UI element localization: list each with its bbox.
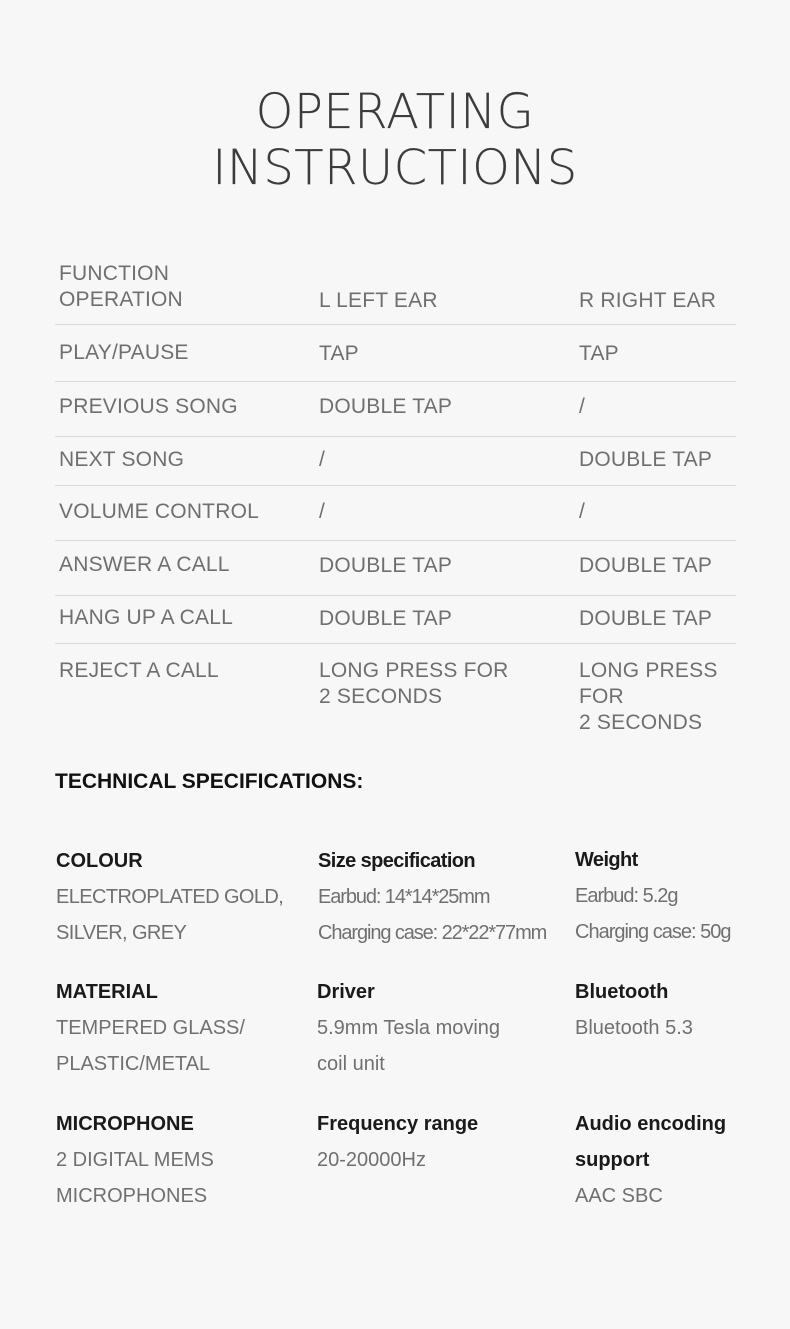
spec-label: Driver bbox=[317, 981, 375, 1003]
row-function: PLAY/PAUSE bbox=[59, 341, 189, 364]
table-row bbox=[55, 437, 736, 486]
spec-value: Earbud: 14*14*25mm Charging case: 22*22*77mm bbox=[318, 886, 547, 944]
header-left-ear: L LEFT EAR bbox=[319, 289, 438, 312]
row-left: TAP bbox=[319, 342, 359, 365]
row-right: DOUBLE TAP bbox=[579, 554, 713, 577]
spec-value: ELECTROPLATED GOLD, SILVER, GREY bbox=[56, 886, 284, 944]
spec-value: 5.9mm Tesla moving coil unit bbox=[317, 1017, 501, 1075]
table-row bbox=[55, 541, 736, 596]
spec-value: 2 DIGITAL MEMS MICROPHONES bbox=[56, 1149, 214, 1207]
row-left: DOUBLE TAP bbox=[319, 607, 453, 630]
row-function: HANG UP A CALL bbox=[59, 606, 233, 629]
spec-label: MATERIAL bbox=[56, 981, 158, 1003]
spec-value: 20-20000Hz bbox=[317, 1149, 426, 1171]
table-row bbox=[55, 382, 736, 437]
page-title bbox=[0, 84, 790, 196]
spec-label: COLOUR bbox=[56, 850, 143, 872]
spec-material bbox=[56, 974, 306, 1082]
table-row bbox=[55, 325, 736, 382]
row-left: DOUBLE TAP bbox=[319, 554, 453, 577]
row-function: REJECT A CALL bbox=[59, 659, 219, 682]
spec-label: Size specification bbox=[318, 850, 476, 872]
row-right: LONG PRESS FOR 2 SECONDS bbox=[579, 659, 718, 734]
header-function: FUNCTION OPERATION bbox=[59, 262, 183, 311]
title-line-1: OPERATING bbox=[255, 84, 535, 140]
title-line-2: INSTRUCTIONS bbox=[212, 140, 578, 196]
spec-label: Bluetooth bbox=[575, 981, 669, 1003]
row-function: PREVIOUS SONG bbox=[59, 395, 238, 418]
operation-table bbox=[55, 255, 736, 734]
spec-label: Weight bbox=[575, 849, 638, 871]
row-left: LONG PRESS FOR 2 SECONDS bbox=[319, 659, 509, 708]
spec-bluetooth bbox=[575, 974, 775, 1046]
row-right: / bbox=[579, 500, 586, 523]
spec-label: MICROPHONE bbox=[56, 1113, 194, 1135]
spec-label: Frequency range bbox=[317, 1113, 479, 1135]
row-right: DOUBLE TAP bbox=[579, 607, 713, 630]
row-left: / bbox=[319, 500, 326, 523]
row-function: VOLUME CONTROL bbox=[59, 500, 259, 523]
spec-frequency bbox=[317, 1106, 567, 1178]
spec-value: TEMPERED GLASS/ PLASTIC/METAL bbox=[56, 1017, 245, 1075]
spec-value: AAC SBC bbox=[575, 1185, 663, 1207]
row-left: / bbox=[319, 448, 326, 471]
header-right-ear: R RIGHT EAR bbox=[579, 289, 717, 312]
row-right: / bbox=[579, 395, 586, 418]
spec-label: Audio encoding support bbox=[575, 1113, 727, 1171]
spec-weight bbox=[575, 842, 775, 950]
row-right: DOUBLE TAP bbox=[579, 448, 713, 471]
table-header-row bbox=[55, 255, 736, 325]
spec-size bbox=[318, 843, 568, 951]
row-left: DOUBLE TAP bbox=[319, 395, 453, 418]
row-right: TAP bbox=[579, 342, 619, 365]
row-function: NEXT SONG bbox=[59, 448, 185, 471]
table-row bbox=[55, 596, 736, 644]
spec-value: Earbud: 5.2g Charging case: 50g bbox=[575, 885, 731, 943]
tech-specs-heading: TECHNICAL SPECIFICATIONS: bbox=[55, 770, 364, 793]
spec-driver bbox=[317, 974, 567, 1082]
spec-value: Bluetooth 5.3 bbox=[575, 1017, 693, 1039]
spec-audio-encoding bbox=[575, 1106, 775, 1214]
table-row bbox=[55, 486, 736, 541]
spec-colour bbox=[56, 843, 306, 951]
table-row bbox=[55, 644, 736, 734]
spec-microphone bbox=[56, 1106, 306, 1214]
row-function: ANSWER A CALL bbox=[59, 553, 230, 576]
